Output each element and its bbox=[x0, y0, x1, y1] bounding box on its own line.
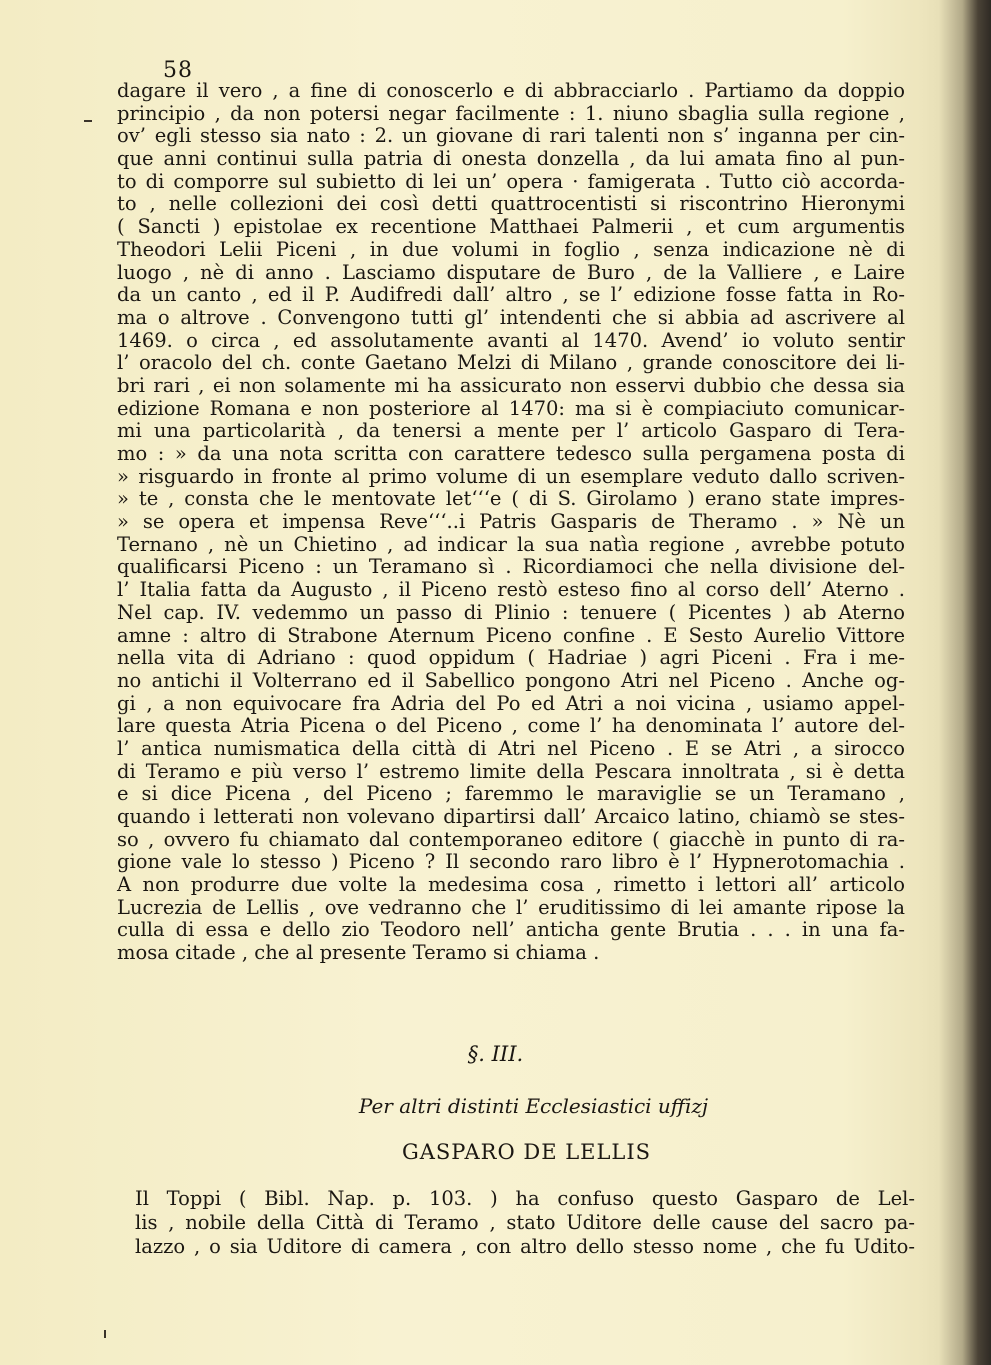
text-line: qualificarsi Piceno : un Teramano sì . Ricordiamoci che nella divisione del- bbox=[117, 555, 905, 579]
text-line: di Teramo e più verso l’ estremo limite della Pescara innoltrata , si è detta bbox=[117, 759, 905, 783]
text-line: mosa citade , che al presente Teramo si chiama . bbox=[117, 941, 600, 965]
text-line: » risguardo in fronte al primo volume di un esemplare veduto dallo scriven- bbox=[117, 464, 905, 488]
text-line: mi una particolarità , da tenersi a mente per l’ articolo Gasparo di Tera- bbox=[117, 419, 905, 443]
text-line: culla di essa e dello zio Teodoro nell’ anticha gente Brutia . . . in una fa- bbox=[117, 918, 905, 942]
section-number: §. III. bbox=[467, 1042, 524, 1066]
section-subtitle: Per altri distinti Ecclesiastici uffizj bbox=[358, 1094, 709, 1118]
text-line: quando i letterati non volevano dipartirsi dall’ Arcaico latino, chiamò se stes- bbox=[117, 805, 905, 828]
text-line: Nel cap. IV. vedemmo un passo di Plinio : tenuere ( Picentes ) ab Aterno bbox=[117, 600, 905, 624]
text-line: Theodori Lelii Piceni , in due volumi in foglio , senza indicazione nè di bbox=[117, 237, 905, 261]
text-line: bri rari , ei non solamente mi ha assicurato non esservi dubbio che dessa sia bbox=[117, 373, 905, 397]
text-line: principio , da non potersi negar facilmente : 1. niuno sbaglia sulla regione , bbox=[117, 101, 905, 125]
text-line: luogo , nè di anno . Lasciamo disputare de Buro , de la Valliere , e Laire bbox=[117, 260, 905, 284]
margin-mark bbox=[104, 1330, 106, 1338]
text-line: Ternano , nè un Chietino , ad indicar la sua natìa regione , avrebbe potuto bbox=[117, 532, 905, 556]
text-line: Lucrezia de Lellis , ove vedranno che l’ eruditissimo di lei amante ripose la bbox=[117, 895, 905, 919]
text-line: l’ oracolo del ch. conte Gaetano Melzi di Milano , grande conoscitore dei li- bbox=[117, 351, 905, 375]
text-line: gi , a non equivocare fra Adria del Po ed Atri a noi vicina , usiamo appel- bbox=[117, 691, 905, 715]
text-line: 1469. o circa , ed assolutamente avanti al 1470. Avend’ io voluto sentir bbox=[117, 328, 905, 352]
text-line: lare questa Atria Picena o del Piceno , come l’ ha denominata l’ autore del- bbox=[117, 714, 905, 738]
text-line: edizione Romana e non posteriore al 1470: ma si è compiaciuto comunicar- bbox=[117, 396, 905, 420]
text-line: da un canto , ed il P. Audifredi dall’ altro , se l’ edizione fosse fatta in Ro- bbox=[117, 283, 905, 307]
second-paragraph bbox=[135, 1187, 915, 1259]
margin-mark bbox=[84, 120, 92, 122]
text-line: amne : altro di Strabone Aternum Piceno confine . E Sesto Aurelio Vittore bbox=[117, 623, 905, 647]
text-line: to di comporre sul subietto di lei un’ opera · famigerata . Tutto ciò accorda- bbox=[117, 169, 905, 193]
text-line: mo : » da una nota scritta con carattere tedesco sulla pergamena posta di bbox=[117, 442, 905, 465]
text-line: » te , consta che le mentovate let‘‘‘e ( di S. Girolamo ) erano state impres- bbox=[117, 487, 905, 511]
page-number: 58 bbox=[163, 58, 193, 83]
text-line: » se opera et impensa Reve‘‘‘..i Patris Gasparis de Theramo . » Nè un bbox=[117, 510, 905, 534]
text-line: dagare il vero , a fine di conoscerlo e di abbracciarlo . Partiamo da doppio bbox=[117, 79, 905, 102]
text-line: l’ antica numismatica della città di Atri nel Piceno . E se Atri , a sirocco bbox=[117, 736, 905, 760]
text-line: ov’ egli stesso sia nato : 2. un giovane di rari talenti non s’ inganna per cin- bbox=[117, 124, 905, 148]
text-line: ( Sancti ) epistolae ex recentione Matthaei Palmerii , et cum argumentis bbox=[117, 215, 905, 239]
text-line: A non produrre due volte la medesima cosa , rimetto i lettori all’ articolo bbox=[117, 873, 905, 897]
text-line: e si dice Picena , del Piceno ; faremmo le maraviglie se un Teramano , bbox=[117, 782, 905, 806]
text-line: nella vita di Adriano : quod oppidum ( Hadriae ) agri Piceni . Fra i me- bbox=[117, 646, 905, 670]
text-line: no antichi il Volterrano ed il Sabellico pongono Atri nel Piceno . Anche og- bbox=[117, 668, 905, 692]
text-line: ma o altrove . Convengono tutti gl’ intendenti che si abbia ad ascrivere al bbox=[117, 305, 905, 329]
main-paragraph bbox=[117, 80, 905, 965]
text-line: Il Toppi ( Bibl. Nap. p. 103. ) ha confuso questo Gasparo de Lel- bbox=[135, 1187, 915, 1210]
text-line: que anni continui sulla patria di onesta donzella , da lui amata fino al pun- bbox=[117, 147, 905, 171]
text-line: to , nelle collezioni dei così detti quattrocentisti si riscontrino Hieronymi bbox=[117, 192, 905, 216]
text-line: lazzo , o sia Uditore di camera , con altro dello stesso nome , che fu Udito- bbox=[135, 1235, 915, 1258]
text-line: l’ Italia fatta da Augusto , il Piceno restò esteso fino al corso dell’ Aterno . bbox=[117, 578, 905, 602]
section-heading: GASPARO DE LELLIS bbox=[401, 1140, 652, 1164]
text-line: gione vale lo stesso ) Piceno ? Il secondo raro libro è l’ Hypnerotomachia . bbox=[117, 850, 905, 874]
text-line: so , ovvero fu chiamato dal contemporaneo editore ( giacchè in punto di ra- bbox=[117, 827, 905, 851]
text-line: lis , nobile della Città di Teramo , stato Uditore delle cause del sacro pa- bbox=[135, 1211, 915, 1234]
